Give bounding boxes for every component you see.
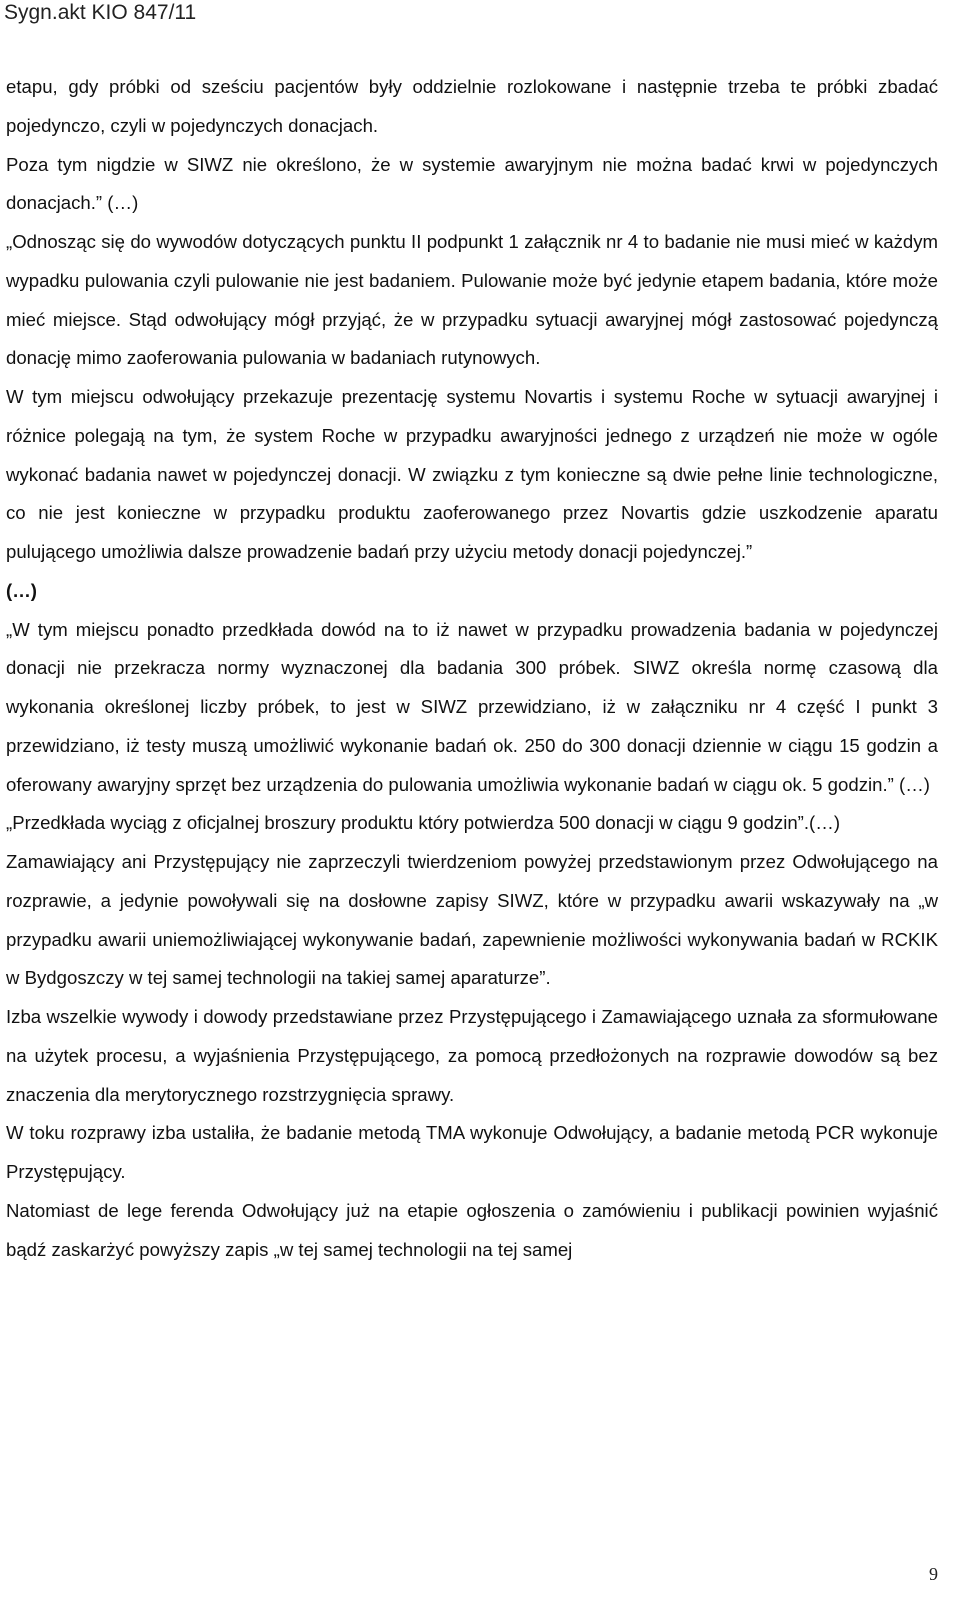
omission-marker: (…) (6, 579, 37, 601)
paragraph: etapu, gdy próbki od sześciu pacjentów były oddzielnie rozlokowane i następnie trzeba te próbki zbadać pojedynczo, czyli w pojedynczych donacjach. (6, 76, 938, 136)
paragraph: „Odnosząc się do wywodów dotyczących punktu II podpunkt 1 załącznik nr 4 to badanie nie musi mieć w każdym wypadku pulowania czyli pulowanie nie jest badaniem. Pulowanie może być jedynie etapem badania, które może mieć miejsce. Stąd odwołujący mógł przyjąć, że w przypadku sytuacji awaryjnej mógł zastosować pojedynczą donację mimo zaoferowania pulowania w badaniach rutynowych. (6, 231, 938, 369)
paragraph: „W tym miejscu ponadto przedkłada dowód na to iż nawet w przypadku prowadzenia badania w pojedynczej donacji nie przekracza normy wyznaczonej dla badania 300 próbek. SIWZ określa normę czasową dla wykonania określonej liczby próbek, to jest w SIWZ przewidziano, iż w załączniku nr 4 część I punkt 3 przewidziano, iż testy muszą umożliwić wykonanie badań ok. 250 do 300 donacji dziennie w ciągu 15 godzin a oferowany awaryjny sprzęt bez urządzenia do pulowania umożliwia wykonanie badań w ciągu ok. 5 godzin.” (…) (6, 618, 938, 795)
document-body (6, 68, 938, 1269)
paragraph: „Przedkłada wyciąg z oficjalnej broszury produktu który potwierdza 500 donacji w ciągu 9 godzin”.(…) (6, 812, 841, 834)
paragraph: Zamawiający ani Przystępujący nie zaprzeczyli twierdzeniom powyżej przedstawionym przez Odwołującego na rozprawie, a jedynie powoływali się na dosłowne zapisy SIWZ, które w przypadku awarii wskazywały na „w przypadku awarii uniemożliwiającej wykonywanie badań, zapewnienie możliwości wykonywania badań w RCKIK w Bydgoszczy w tej samej technologii na takiej samej aparaturze”. (6, 851, 938, 989)
paragraph: Izba wszelkie wywody i dowody przedstawiane przez Przystępującego i Zamawiającego uznała za sformułowane na użytek procesu, a wyjaśnienia Przystępującego, za pomocą przedłożonych na rozprawie dowodów są bez znaczenia dla merytorycznego rozstrzygnięcia sprawy. (6, 1006, 938, 1105)
paragraph: Natomiast de lege ferenda Odwołujący już na etapie ogłoszenia o zamówieniu i publikacji powinien wyjaśnić bądź zaskarżyć powyższy zapis „w tej samej technologii na tej samej (6, 1199, 938, 1260)
case-signature: Sygn.akt KIO 847/11 (4, 1, 197, 24)
page-number: 9 (929, 1564, 938, 1584)
paragraph: W tym miejscu odwołujący przekazuje prezentację systemu Novartis i systemu Roche w sytuacji awaryjnej i różnice polegają na tym, że system Roche w przypadku awaryjności jednego z urządzeń nie może w ogóle wykonać badania nawet w pojedynczej donacji. W związku z tym konieczne są dwie pełne linie technologiczne, co nie jest konieczne w przypadku produktu zaoferowanego przez Novartis gdzie uszkodzenie aparatu pulującego umożliwia dalsze prowadzenie badań przy użyciu metody donacji pojedynczej.” (6, 386, 938, 562)
paragraph: W toku rozprawy izba ustaliła, że badanie metodą TMA wykonuje Odwołujący, a badanie metodą PCR wykonuje Przystępujący. (6, 1122, 938, 1182)
paragraph: Poza tym nigdzie w SIWZ nie określono, że w systemie awaryjnym nie można badać krwi w pojedynczych donacjach.” (…) (6, 153, 938, 214)
